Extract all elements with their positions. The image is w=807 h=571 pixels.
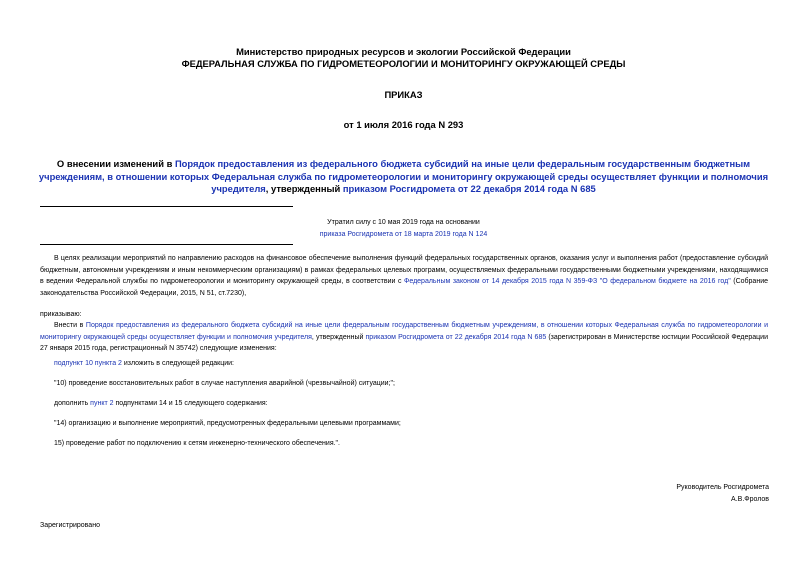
item-14-text: "14) организацию и выполнение мероприятий, предусмотренных федеральными целевыми программами; xyxy=(54,420,401,427)
status-line: Утратил силу с 10 мая 2019 года на основании xyxy=(327,219,480,226)
divider-bottom xyxy=(40,244,293,245)
preamble-law-link[interactable]: Федеральным законом от 14 декабря 2015 года N 359-ФЗ "О федеральном бюджете на 2016 год" xyxy=(404,278,731,285)
item-15-text: 15) проведение работ по подключению к сетям инженерно-технического обеспечения.". xyxy=(54,440,340,447)
service-name: ФЕДЕРАЛЬНАЯ СЛУЖБА ПО ГИДРОМЕТЕОРОЛОГИИ И МОНИТОРИНГУ ОКРУЖАЮЩЕЙ СРЕДЫ xyxy=(181,58,626,69)
amend-procedure-link[interactable]: Порядок предоставления из федерального бюджета субсидий на иные цели федеральным государственным бюджетным учреждениям, в отношении которых Федеральная служба по гидрометеорологии и мониторингу окружающей среды осуществляет функции и полномочия учредителя xyxy=(40,322,768,341)
signature-block xyxy=(676,482,769,505)
doc-date-number: от 1 июля 2016 года N 293 xyxy=(343,119,464,130)
preamble-tail: (Собрание законодательства Российской Федерации, 2015, N 51, ст.7230), xyxy=(40,278,768,297)
status-link[interactable]: приказа Росгидромета от 18 марта 2019 года N 124 xyxy=(319,230,488,238)
signature-position: Руководитель Росгидромета xyxy=(676,484,769,491)
item-point-2-link[interactable]: пункт 2 xyxy=(90,400,114,407)
document-title xyxy=(30,158,777,196)
order-word: приказываю: xyxy=(40,311,82,318)
amend-middle: , утвержденный xyxy=(311,333,366,341)
item-restoration-text: "10) проведение восстановительных работ в случае наступления аварийной (чрезвычайной) ситуации;"; xyxy=(54,380,395,387)
doc-type: ПРИКАЗ xyxy=(384,89,423,100)
preamble-paragraph xyxy=(40,253,768,299)
amend-tail: (зарегистрирован в Министерстве юстиции Российской Федерации 27 января 2015 года, регистрационный N 35742) следующие изменения: xyxy=(40,333,768,352)
title-prefix: О внесении изменений в xyxy=(56,158,175,169)
title-link-order[interactable]: приказом Росгидромета от 22 декабря 2014 года N 685 xyxy=(342,183,596,194)
item-subpoint-10-tail: изложить в следующей редакции: xyxy=(121,360,235,367)
item-add-point xyxy=(54,398,268,410)
item-add-prefix: дополнить xyxy=(54,400,91,407)
ministry-name: Министерство природных ресурсов и экологии Российской Федерации xyxy=(236,46,571,57)
title-link-procedure[interactable]: Порядок предоставления из федерального бюджета субсидий на иные цели федеральным государственным бюджетным учреждениям, в отношении которых Федеральная служба по гидрометеорологии и мониторингу окружающей среды осуществляет функции и полномочия учредителя xyxy=(38,158,769,194)
ministry-heading xyxy=(0,46,807,70)
preamble-text: В целях реализации мероприятий по направлению расходов на финансовое обеспечение выполнения функций федеральных государственных органов, оказания услуг и выполнения работ (предоставление субсидий бюджетным, автономным учреждениям и иным некоммерческим организациям) в рамках федеральных целевых программ, осуществляемых федеральными государственными бюджетными учреждениями, находящимися в ведении Федеральной службы по гидрометеорологии и мониторингу окружающей среды, в соответствии с xyxy=(40,255,768,285)
item-subpoint-10-link[interactable]: подпункт 10 пункта 2 xyxy=(54,360,122,367)
status-note xyxy=(0,217,807,240)
registered-label: Зарегистрировано xyxy=(40,522,100,529)
amendment-paragraph xyxy=(40,320,768,355)
item-subpoint-10 xyxy=(54,358,234,370)
title-middle: , утвержденный xyxy=(265,183,343,194)
item-add-tail: подпунктами 14 и 15 следующего содержания: xyxy=(113,400,268,407)
amend-order-link[interactable]: приказом Росгидромета от 22 декабря 2014 года N 685 xyxy=(365,333,547,341)
divider-top xyxy=(40,206,293,207)
signature-name: А.В.Фролов xyxy=(731,495,769,503)
amend-prefix: Внести в xyxy=(54,322,86,329)
